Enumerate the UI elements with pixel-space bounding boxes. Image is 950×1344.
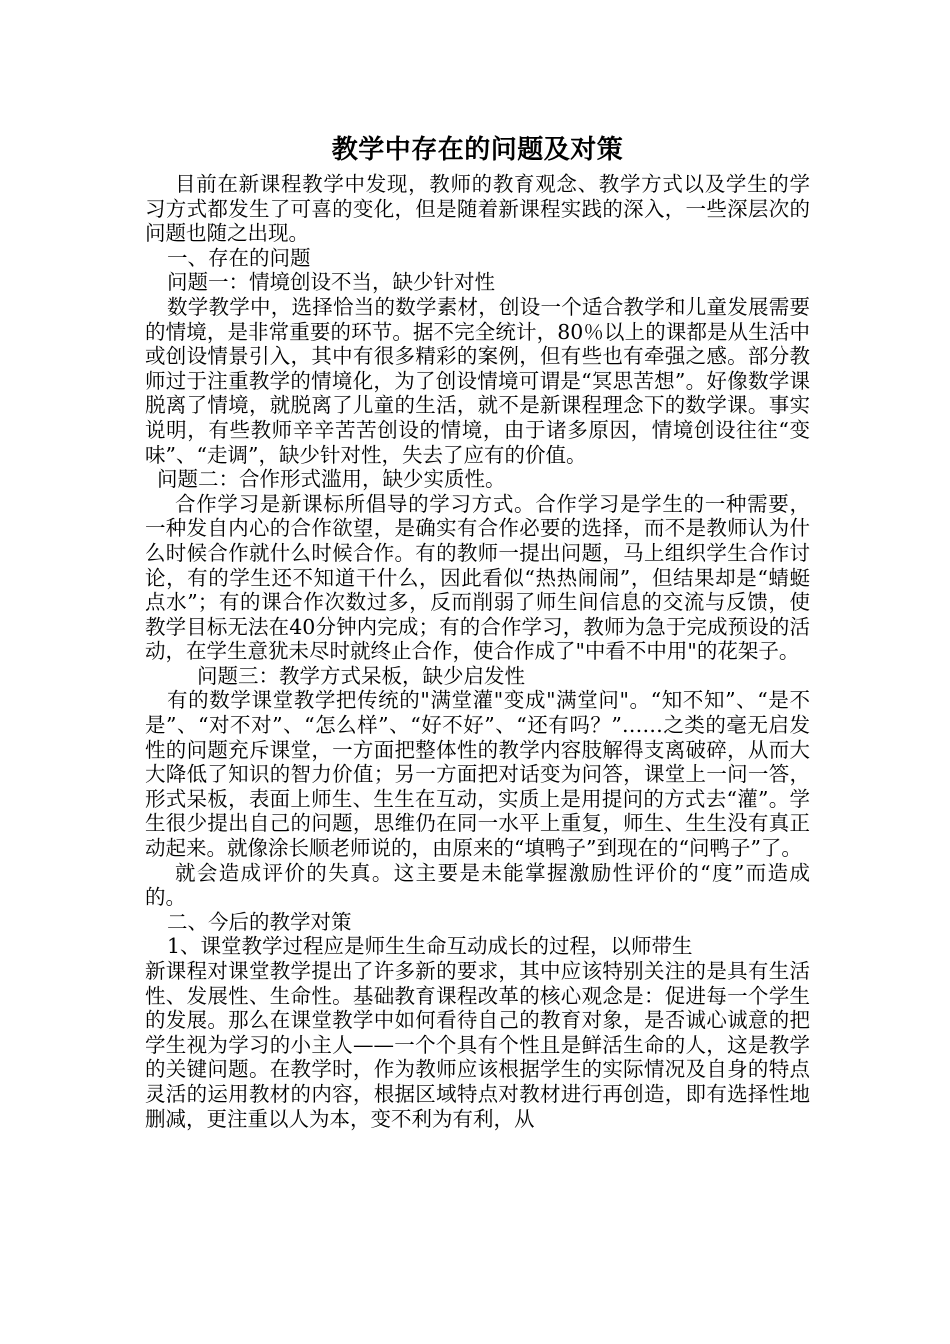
evaluation-paragraph: 就会造成评价的失真。这主要是未能掌握激励性评价的“度”而造成的。 — [145, 860, 810, 910]
problem-one-paragraph: 数学教学中，选择恰当的数学素材，创设一个适合教学和儿童发展需要的情境，是非常重要的环节。据不完全统计，80％以上的课都是从生活中或创设情景引入，其中有很多精彩的案例，但有些也有牵强之感。部分教师过于注重教学的情境化，为了创设情境可谓是“冥思苦想”。好像数学课脱离了情境，就脱离了儿童的生活，就不是新课程理念下的数学课。事实说明，有些教师辛辛苦苦创设的情境，由于诸多原因，情境创设往往“变味”、“走调”，缺少针对性，失去了应有的价值。 — [145, 294, 810, 467]
problem-two-paragraph: 合作学习是新课标所倡导的学习方式。合作学习是学生的一种需要，一种发自内心的合作欲望，是确实有合作必要的选择，而不是教师认为什么时候合作就什么时候合作。有的教师一提出问题，马上组织学生合作讨论，有的学生还不知道干什么，因此看似“热热闹闹”，但结果却是“蜻蜓点水”；有的课合作次数过多，反而削弱了师生间信息的交流与反馈，使教学目标无法在40分钟内完成；有的合作学习，教师为急于完成预设的活动，在学生意犹未尽时就终止合作，使合作成了"中看不中用"的花架子。 — [145, 491, 810, 664]
strategy-one-paragraph: 新课程对课堂教学提出了许多新的要求，其中应该特别关注的是具有生活性、发展性、生命性。基础教育课程改革的核心观念是：促进每一个学生的发展。那么在课堂教学中如何看待自己的教育对象，是否诚心诚意的把学生视为学习的小主人——一个个具有个性且是鲜活生命的人，这是教学的关键问题。在教学时，作为教师应该根据学生的实际情况及自身的特点灵活的运用教材的内容，根据区域特点对教材进行再创造，即有选择性地删减，更注重以人为本，变不利为有利，从 — [145, 959, 810, 1131]
document-title: 教学中存在的问题及对策 — [331, 135, 624, 165]
problem-one-heading: 问题一：情境创设不当，缺少针对性 — [167, 270, 495, 295]
strategy-one-heading: 1、课堂教学过程应是师生生命互动成长的过程，以师带生 — [167, 934, 693, 959]
section-heading-problems: 一、存在的问题 — [167, 245, 311, 270]
document-page — [145, 132, 810, 1131]
problem-three-paragraph: 有的数学课堂教学把传统的"满堂灌"变成"满堂问"。“知不知”、“是不是”、“对不对”、“怎么样”、“好不好”、“还有吗？”……之类的毫无启发性的问题充斥课堂，一方面把整体性的教学内容肢解得支离破碎，从而大大降低了知识的智力价值；另一方面把对话变为问答，课堂上一问一答，形式呆板，表面上师生、生生在互动，实质上是用提问的方式去“灌”。学生很少提出自己的问题，思维仍在同一水平上重复，师生、生生没有真正动起来。就像涂长顺老师说的，由原来的“填鸭子”到现在的“问鸭子”了。 — [145, 688, 810, 861]
problem-two-heading: 问题二：合作形式滥用，缺少实质性。 — [157, 467, 506, 492]
section-heading-strategies: 二、今后的教学对策 — [167, 909, 352, 934]
problem-three-heading: 问题三：教学方式呆板，缺少启发性 — [197, 663, 525, 688]
intro-paragraph: 目前在新课程教学中发现，教师的教育观念、教学方式以及学生的学习方式都发生了可喜的变化，但是随着新课程实践的深入，一些深层次的问题也随之出现。 — [145, 172, 810, 246]
